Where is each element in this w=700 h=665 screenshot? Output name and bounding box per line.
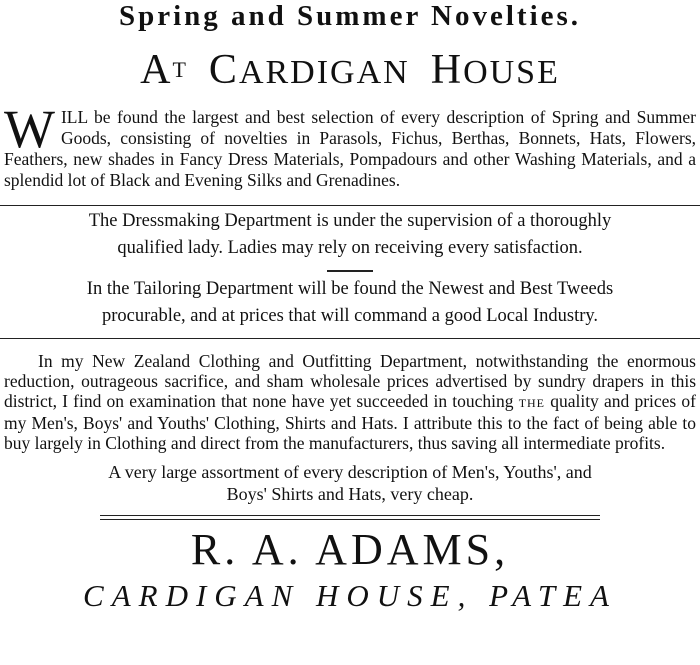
rule-top (100, 515, 600, 516)
store-c: C (208, 47, 239, 93)
dressmaking-line-2: qualified lady. Ladies may rely on receiving every satisfaction. (117, 238, 583, 258)
tailoring-line-2: procurable, and at prices that will command a good Local Industry. (101, 306, 599, 326)
assortment-line-2: Boys' Shirts and Hats, very cheap. (226, 484, 474, 504)
assortment-line-1: A very large assortment of every description of Men's, Youths', and (108, 462, 592, 482)
store-t: T (172, 57, 188, 82)
clothing-the: THE (518, 396, 546, 410)
store-h: H (430, 47, 464, 93)
tailoring-line-1: In the Tailoring Department will be found the Newest and Best Tweeds (86, 279, 614, 299)
clothing-text-after: quality and prices of my Men's, Boys' and Youths' Clothing, Shirts and Hats. I attribute this to the fact of being able to buy largely in Clothing and direct from the manufacturers, thus saving all intermediate profits. (4, 391, 697, 453)
intro-text: ILL be found the largest and best selection of every description of Spring and Summer Goods, consisting of novelties in Parasols, Fichus, Berthas, Bonnets, Hats, Flowers, Feathers, new shades in Fancy Dress Materials, Pompadours and other Washing Materials, and a splendid lot of Black and Evening Silks and Grenadines. (4, 107, 696, 190)
divider-rule (0, 338, 700, 339)
divider-rule (0, 205, 700, 206)
store-ouse: OUSE (463, 54, 560, 91)
double-rule (100, 515, 600, 520)
store-a: A (140, 47, 173, 93)
store-ardigan: ARDIGAN (238, 54, 410, 91)
assortment-paragraph (4, 461, 696, 505)
proprietor-name: R. A. ADAMS, (190, 525, 510, 574)
rule-bottom (100, 519, 600, 520)
tailoring-notice (0, 276, 700, 330)
clothing-text-before: In my New Zealand Clothing and Outfitting Department, notwithstanding the enormous reduction, outrageous sacrifice, and sham wholesale prices advertised by sundry drapers in this district, I find on examination that none have yet succeeded in touching (4, 351, 696, 411)
store-name (0, 47, 700, 93)
clothing-paragraph (4, 351, 696, 453)
headline: Spring and Summer Novelties. (118, 0, 582, 32)
drop-cap: W (4, 99, 55, 159)
short-divider (327, 270, 373, 272)
store-address: CARDIGAN HOUSE, PATEA (83, 578, 617, 613)
dressmaking-line-1: The Dressmaking Department is under the supervision of a thoroughly (88, 211, 612, 231)
dressmaking-notice (0, 208, 700, 262)
intro-paragraph (4, 99, 696, 191)
